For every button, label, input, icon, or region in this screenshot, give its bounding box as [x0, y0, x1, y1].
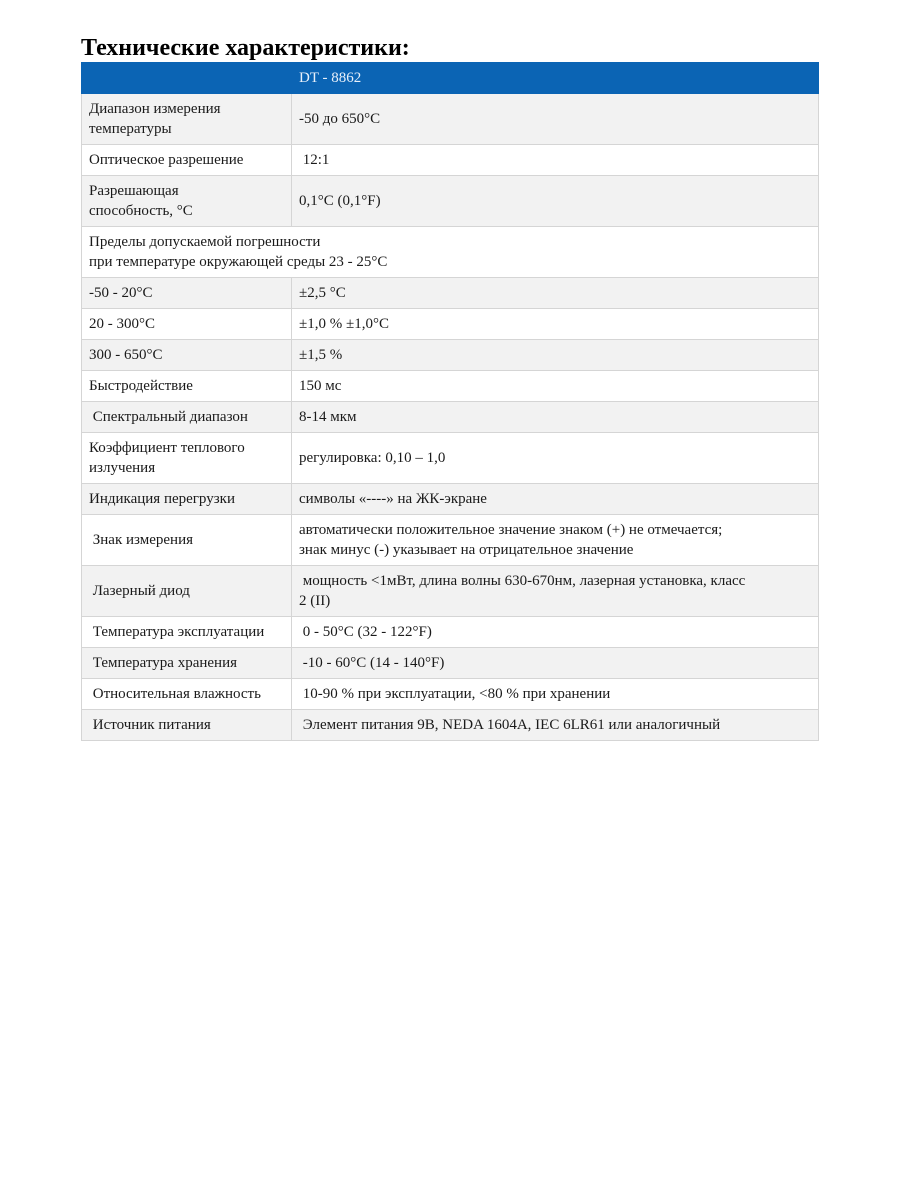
row-label: Лазерный диод [82, 566, 292, 617]
row-value: 8-14 мкм [292, 402, 819, 433]
table-row [82, 648, 819, 679]
specifications-table [81, 62, 819, 741]
row-value: Элемент питания 9В, NEDA 1604A, IEC 6LR61 или аналогичный [292, 710, 819, 741]
table-row [82, 710, 819, 741]
row-label: Диапазон измерения температуры [82, 94, 292, 145]
table-row [82, 515, 819, 566]
row-value: 12:1 [292, 145, 819, 176]
row-label: 20 - 300°С [82, 309, 292, 340]
table-row [82, 94, 819, 145]
row-label: Спектральный диапазон [82, 402, 292, 433]
row-value: ±1,0 % ±1,0°C [292, 309, 819, 340]
row-label: Оптическое разрешение [82, 145, 292, 176]
header-label-cell [82, 63, 292, 94]
table-row [82, 309, 819, 340]
table-row [82, 176, 819, 227]
table-row [82, 433, 819, 484]
table-row [82, 484, 819, 515]
row-value: 150 мс [292, 371, 819, 402]
table-row [82, 402, 819, 433]
section-heading: Пределы допускаемой погрешности при температуре окружающей среды 23 - 25°С [82, 227, 819, 278]
table-row [82, 371, 819, 402]
row-value: регулировка: 0,10 – 1,0 [292, 433, 819, 484]
table-row [82, 617, 819, 648]
row-label: Источник питания [82, 710, 292, 741]
row-value: ±1,5 % [292, 340, 819, 371]
table-row [82, 278, 819, 309]
row-label: Знак измерения [82, 515, 292, 566]
table-row [82, 145, 819, 176]
table-header-row [82, 63, 819, 94]
row-value: -50 до 650°С [292, 94, 819, 145]
row-label: Коэффициент теплового излучения [82, 433, 292, 484]
row-value: ±2,5 °C [292, 278, 819, 309]
header-model-cell: DT - 8862 [292, 63, 819, 94]
row-value: -10 - 60°С (14 - 140°F) [292, 648, 819, 679]
page-title: Технические характеристики: [81, 35, 410, 61]
row-label: Быстродействие [82, 371, 292, 402]
row-value: автоматически положительное значение знаком (+) не отмечается; знак минус (-) указывает на отрицательное значение [292, 515, 819, 566]
table-section-row [82, 227, 819, 278]
table-row [82, 679, 819, 710]
table-row [82, 566, 819, 617]
row-label: Температура эксплуатации [82, 617, 292, 648]
row-label: Разрешающая способность, °С [82, 176, 292, 227]
table-row [82, 340, 819, 371]
row-label: Индикация перегрузки [82, 484, 292, 515]
row-label: Температура хранения [82, 648, 292, 679]
row-value: 0 - 50°С (32 - 122°F) [292, 617, 819, 648]
row-label: 300 - 650°С [82, 340, 292, 371]
row-label: -50 - 20°С [82, 278, 292, 309]
row-label: Относительная влажность [82, 679, 292, 710]
row-value: символы «----» на ЖК-экране [292, 484, 819, 515]
row-value: 0,1°C (0,1°F) [292, 176, 819, 227]
row-value: мощность <1мВт, длина волны 630-670нм, лазерная установка, класс 2 (II) [292, 566, 819, 617]
row-value: 10-90 % при эксплуатации, <80 % при хранении [292, 679, 819, 710]
